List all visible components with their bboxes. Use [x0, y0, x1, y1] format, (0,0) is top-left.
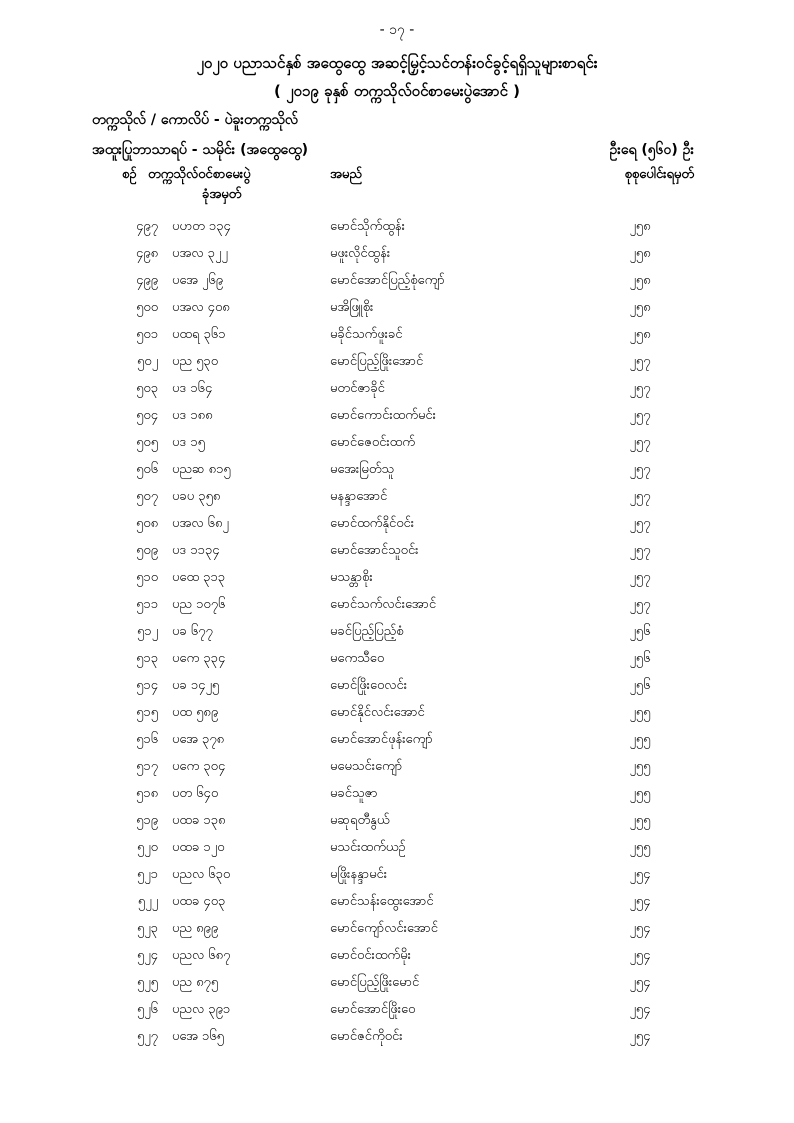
- student-name: မသန္တာစိုး: [330, 570, 373, 585]
- row-number: ၄၉၇: [136, 219, 158, 234]
- total-marks: ၂၅၅: [629, 840, 651, 855]
- row-number: ၅၀၂: [136, 354, 158, 369]
- table-row: [0, 353, 794, 380]
- roll-number: ပအေ ၃၇၈: [172, 732, 225, 747]
- table-row: [0, 272, 794, 299]
- total-marks: ၂၅၇: [629, 516, 651, 531]
- roll-number: ပခ ၁၄၂၅: [172, 678, 220, 693]
- university-line: တက္ကသိုလ် / ကောလိပ် - ပဲခူးတက္ကသိုလ်: [92, 112, 298, 128]
- table-row: [0, 812, 794, 839]
- roll-number: ပအေ ၂၆၉: [172, 273, 224, 288]
- column-header-no: စဉ်: [122, 167, 137, 182]
- student-name: မောင်ပြည့်ဖြိုးမောင်: [330, 975, 420, 990]
- total-marks: ၂၅၈: [629, 246, 651, 261]
- roll-number: ပဒ ၁၁၃၄: [172, 543, 220, 558]
- document-title: ၂၀၂၀ ပညာသင်နှစ် အထွေထွေ အဆင့်မြှင့်သင်တန်းဝင်ခွင့်ရရှိသူများစာရင်း: [196, 54, 598, 72]
- table-row: [0, 677, 794, 704]
- total-marks: ၂၅၄: [629, 867, 651, 882]
- total-marks: ၂၅၈: [629, 273, 651, 288]
- table-row: [0, 596, 794, 623]
- roll-number: ပဟတ ၁၃၄: [172, 219, 231, 234]
- total-marks: ၂၅၄: [629, 1029, 651, 1044]
- student-name: မောင်ဇင်ကိုဝင်း: [330, 1029, 403, 1044]
- total-marks: ၂၅၅: [629, 732, 651, 747]
- row-number: ၅၀၇: [136, 489, 158, 504]
- table-row: [0, 1001, 794, 1028]
- student-name: မောင်ပြည့်ဖြိုးအောင်: [330, 354, 424, 369]
- table-row: [0, 920, 794, 947]
- table-row: [0, 542, 794, 569]
- total-marks: ၂၅၆: [629, 624, 651, 639]
- row-number: ၅၂၂: [137, 894, 158, 909]
- student-name: မောင်ဇေဝင်းထက်: [330, 435, 415, 450]
- table-row: [0, 326, 794, 353]
- student-name: မောင်အောင်သူဝင်း: [330, 543, 419, 558]
- student-name: မောင်အောင်ပြည့်စုံကျော်: [330, 273, 445, 288]
- total-marks: ၂၅၄: [629, 948, 651, 963]
- table-row: [0, 893, 794, 920]
- student-name: မောင်ကျော်လင်းအောင်: [330, 921, 438, 936]
- student-name: မောင်အောင်ဖြိုးဝေ: [330, 1002, 416, 1017]
- table-row: [0, 731, 794, 758]
- roll-number: ပညလ ၃၉၁: [172, 1002, 231, 1017]
- total-marks: ၂၅၆: [629, 651, 651, 666]
- row-number: ၅၁၂: [136, 624, 158, 639]
- row-number: ၅၁၃: [136, 651, 158, 666]
- roll-number: ပခ ၆၇၇: [172, 624, 213, 639]
- total-marks: ၂၅၄: [629, 1002, 651, 1017]
- row-number: ၅၀၅: [136, 435, 158, 450]
- roll-number: ပအေ ၁၆၅: [172, 1029, 224, 1044]
- total-marks: ၂၅၇: [629, 408, 651, 423]
- total-marks: ၂၅၈: [629, 300, 651, 315]
- row-number: ၅၀၁: [136, 327, 158, 342]
- row-number: ၅၁၇: [136, 759, 158, 774]
- row-number: ၄၉၉: [136, 273, 158, 288]
- table-row: [0, 299, 794, 326]
- table-row: [0, 218, 794, 245]
- student-name: မောင်ထက်နိုင်ဝင်း: [330, 516, 415, 531]
- table-row: [0, 407, 794, 434]
- table-row: [0, 650, 794, 677]
- row-number: ၅၂၄: [136, 948, 158, 963]
- student-name: မောင်အောင်ဖုန်းကျော်: [330, 732, 433, 747]
- row-number: ၅၀၀: [136, 300, 158, 315]
- table-row: [0, 785, 794, 812]
- page-number: - ၁၇ -: [379, 22, 415, 38]
- total-marks: ၂၅၆: [629, 678, 651, 693]
- table-row: [0, 434, 794, 461]
- total-marks: ၂၅၅: [629, 759, 651, 774]
- table-row: [0, 380, 794, 407]
- row-number: ၅၀၆: [136, 462, 158, 477]
- roll-number: ပည ၁၀၇၆: [172, 597, 226, 612]
- row-number: ၅၀၃: [136, 381, 158, 396]
- student-name: မတင်ဇာခိုင်: [330, 381, 385, 396]
- student-name: မောင်ကောင်းထက်မင်း: [330, 408, 436, 423]
- table-row: [0, 461, 794, 488]
- row-number: ၅၀၉: [136, 543, 158, 558]
- total-marks: ၂၅၅: [629, 705, 651, 720]
- total-marks: ၂၅၇: [629, 354, 651, 369]
- student-name: မဖူးလိုင်ထွန်း: [330, 246, 391, 261]
- roll-number: ပခပ ၃၅၈: [172, 489, 221, 504]
- major-subject-line: အထူးပြုဘာသာရပ် - သမိုင်း (အထွေထွေ): [92, 142, 309, 158]
- row-number: ၅၁၆: [136, 732, 158, 747]
- table-row: [0, 704, 794, 731]
- row-number: ၅၂၇: [136, 1029, 158, 1044]
- student-name: မအိဖြူစိုး: [330, 300, 374, 315]
- roll-number: ပအလ ၄၀၈: [172, 300, 230, 315]
- total-marks: ၂၅၇: [629, 597, 651, 612]
- row-number: ၅၁၅: [136, 705, 158, 720]
- roll-number: ပတ ၆၄၀: [172, 786, 219, 801]
- row-number: ၅၂၅: [136, 975, 158, 990]
- student-name: မောင်သိုက်ထွန်း: [330, 219, 405, 234]
- table-row: [0, 839, 794, 866]
- row-number: ၅၀၄: [136, 408, 158, 423]
- student-name: မဆုရတီနွယ်: [330, 813, 390, 828]
- row-number: ၅၁၈: [135, 786, 158, 801]
- roll-number: ပကေ ၃၃၄: [172, 651, 226, 666]
- roll-number: ပထခ ၄၀၃: [172, 894, 226, 909]
- table-row: [0, 245, 794, 272]
- total-marks: ၂၅၈: [629, 219, 651, 234]
- student-name: မောင်သန်းထွေးအောင်: [330, 894, 434, 909]
- total-marks: ၂၅၇: [629, 489, 651, 504]
- total-marks: ၂၅၄: [629, 894, 651, 909]
- total-marks: ၂၅၅: [629, 786, 651, 801]
- student-name: မအေးမြတ်သူ: [330, 462, 395, 477]
- student-name: မောင်သက်လင်းအောင်: [330, 597, 437, 612]
- table-row: [0, 569, 794, 596]
- total-marks: ၂၅၄: [629, 921, 651, 936]
- document-subtitle: ( ၂၀၁၉ ခုနှစ် တက္ကသိုလ်ဝင်စာမေးပွဲအောင် ): [274, 82, 520, 100]
- total-marks: ၂၅၄: [629, 975, 651, 990]
- row-number: ၅၂၃: [136, 921, 158, 936]
- student-name: မခင်သူဇာ: [330, 786, 378, 801]
- student-name: မောင်ဝင်းထက်မိုး: [330, 948, 411, 963]
- table-row: [0, 1028, 794, 1055]
- roll-number: ပဒ ၁၅: [172, 435, 205, 450]
- student-name: မောင်နိုင်လင်းအောင်: [330, 705, 425, 720]
- row-number: ၅၁၁: [136, 597, 158, 612]
- roll-number: ပထရ ၃၆၁: [172, 327, 226, 342]
- total-marks: ၂၅၈: [629, 327, 651, 342]
- row-number: ၅၂၆: [136, 1002, 158, 1017]
- total-marks: ၂၅၇: [629, 462, 651, 477]
- roll-number: ပကေ ၃၀၄: [172, 759, 226, 774]
- total-marks: ၂၅၇: [629, 543, 651, 558]
- total-marks: ၂၅၇: [629, 570, 651, 585]
- roll-number: ပထခ ၁၂၀: [172, 840, 225, 855]
- roll-number: ပည ၅၃၀: [172, 354, 219, 369]
- column-header-name: အမည်: [330, 167, 362, 182]
- row-number: ၅၂၀: [136, 840, 158, 855]
- roll-number: ပထ ၅၈၉: [172, 705, 219, 720]
- roll-number: ပည ၈၇၅: [172, 975, 219, 990]
- table-row: [0, 515, 794, 542]
- student-name: မခိုင်သက်ဖူးခင်: [330, 327, 403, 342]
- results-table: [0, 218, 794, 1055]
- student-name: မခင်ပြည့်ပြည့်စံ: [330, 624, 404, 639]
- row-number: ၅၂၁: [136, 867, 158, 882]
- column-header-roll: တက္ကသိုလ်ဝင်စာမေးပွဲ: [148, 167, 251, 182]
- roll-number: ပအလ ၆၈၂: [172, 516, 229, 531]
- roll-number: ပညဆ ၈၁၅: [172, 462, 231, 477]
- total-marks: ၂၅၇: [629, 435, 651, 450]
- row-number: ၄၉၈: [135, 246, 158, 261]
- column-header-marks: စုစုပေါင်းရမှတ်: [624, 167, 694, 182]
- roll-number: ပထခ ၁၃၈: [172, 813, 226, 828]
- table-row: [0, 974, 794, 1001]
- row-number: ၅၁၀: [136, 570, 158, 585]
- table-row: [0, 866, 794, 893]
- table-row: [0, 623, 794, 650]
- column-header-roll-sub: ခုံအမှတ်: [202, 187, 242, 202]
- row-number: ၅၁၉: [136, 813, 158, 828]
- table-row: [0, 758, 794, 785]
- student-name: မသင်းထက်ယဉ်: [330, 840, 406, 855]
- total-count: ဦးရေ (၅၆၀) ဦး: [609, 142, 694, 158]
- table-row: [0, 488, 794, 515]
- student-name: မကေသီဝေ: [330, 651, 385, 666]
- student-name: မဖြိုးနန္ဒာမင်း: [330, 867, 388, 882]
- total-marks: ၂၅၇: [629, 381, 651, 396]
- roll-number: ပဒ ၁၈၈: [172, 408, 213, 423]
- roll-number: ပဒ ၁၆၄: [172, 381, 213, 396]
- row-number: ၅၁၄: [136, 678, 158, 693]
- student-name: မောင်ဖြိုးဝေလင်း: [330, 678, 408, 693]
- student-name: မမေသင်းကျော်: [330, 759, 403, 774]
- roll-number: ပအလ ၃၂၂: [172, 246, 228, 261]
- table-row: [0, 947, 794, 974]
- roll-number: ပထေ ၃၁၃: [172, 570, 226, 585]
- total-marks: ၂၅၅: [629, 813, 651, 828]
- roll-number: ပည ၈၉၉: [172, 921, 219, 936]
- student-name: မနန္ဒာအောင်: [330, 489, 388, 504]
- roll-number: ပညလ ၆၃၀: [172, 867, 231, 882]
- roll-number: ပညလ ၆၈၇: [172, 948, 231, 963]
- row-number: ၅၀၈: [135, 516, 158, 531]
